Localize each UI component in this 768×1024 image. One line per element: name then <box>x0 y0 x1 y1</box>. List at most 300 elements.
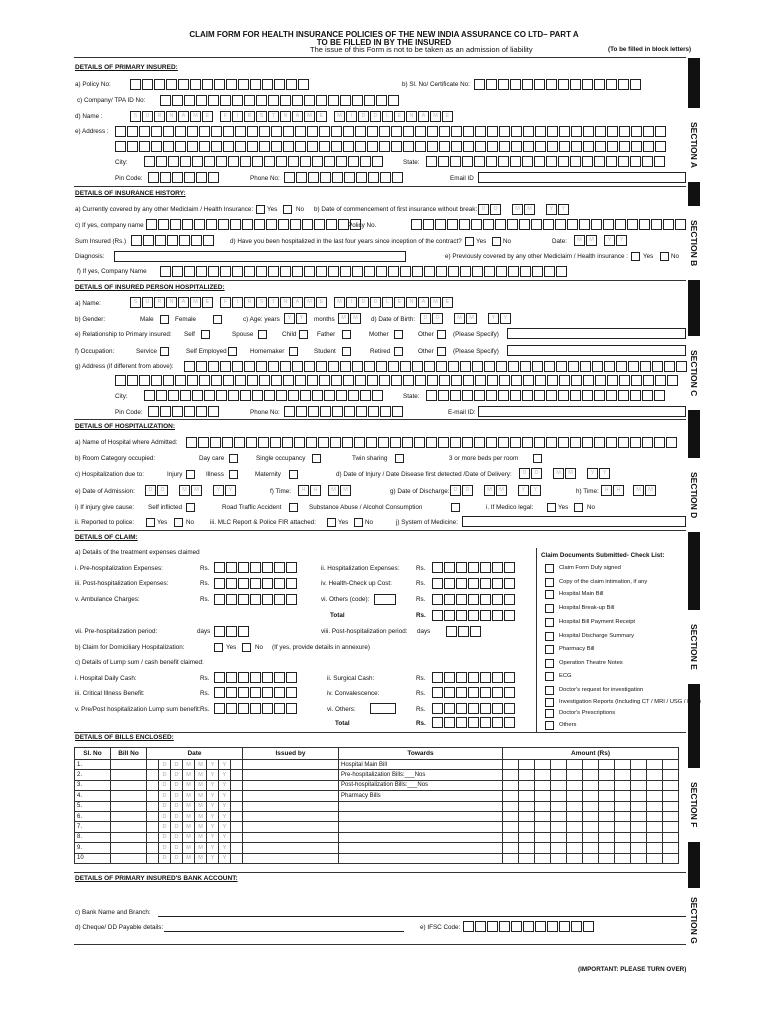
amount-cell[interactable] <box>599 801 615 811</box>
bill-no-cell[interactable] <box>111 832 147 842</box>
char-box[interactable]: M <box>334 297 345 308</box>
char-box[interactable]: N <box>406 111 417 122</box>
char-box[interactable] <box>192 390 203 401</box>
char-box[interactable] <box>486 390 497 401</box>
homemaker-checkbox[interactable] <box>289 347 298 356</box>
self-inflicted-checkbox[interactable] <box>186 503 195 512</box>
amount-cell[interactable] <box>551 791 567 801</box>
char-box[interactable] <box>355 375 366 386</box>
char-box[interactable] <box>308 172 319 183</box>
char-box[interactable] <box>444 594 455 605</box>
amount-cell[interactable] <box>567 780 583 790</box>
char-box[interactable] <box>456 594 467 605</box>
char-box[interactable] <box>184 266 195 277</box>
char-box[interactable] <box>331 375 342 386</box>
char-box[interactable] <box>190 79 201 90</box>
char-box[interactable] <box>510 79 521 90</box>
char-box[interactable] <box>606 79 617 90</box>
char-box[interactable] <box>336 156 347 167</box>
char-box[interactable] <box>522 79 533 90</box>
amount-cell[interactable] <box>535 760 551 770</box>
char-box[interactable]: L <box>382 111 393 122</box>
char-box[interactable] <box>318 437 329 448</box>
char-box[interactable] <box>214 703 225 714</box>
char-box[interactable] <box>484 266 495 277</box>
date-cell[interactable]: M <box>183 791 195 801</box>
issued-by-cell[interactable] <box>243 760 339 770</box>
char-box[interactable] <box>492 717 503 728</box>
amount-cell[interactable] <box>583 843 599 853</box>
char-box[interactable] <box>276 156 287 167</box>
char-box[interactable] <box>604 361 615 372</box>
char-box[interactable] <box>555 219 566 230</box>
char-box[interactable]: Y <box>518 485 529 496</box>
char-box[interactable] <box>258 437 269 448</box>
checklist-checkbox[interactable] <box>545 698 554 707</box>
amount-cell[interactable] <box>567 832 583 842</box>
char-box[interactable] <box>262 578 273 589</box>
certificate-no-field[interactable] <box>474 79 642 90</box>
hosp-email-field[interactable] <box>478 406 686 417</box>
char-box[interactable] <box>366 437 377 448</box>
police-no-checkbox[interactable] <box>174 518 183 527</box>
char-box[interactable] <box>582 390 593 401</box>
amount-cell[interactable] <box>503 853 519 863</box>
char-box[interactable] <box>468 594 479 605</box>
char-box[interactable] <box>392 406 403 417</box>
amount-cell[interactable] <box>551 770 567 780</box>
char-box[interactable] <box>283 141 294 152</box>
char-box[interactable] <box>288 390 299 401</box>
char-box[interactable] <box>495 219 506 230</box>
date-cell[interactable]: Y <box>219 760 231 770</box>
char-box[interactable] <box>458 626 469 637</box>
amount-cell[interactable] <box>599 760 615 770</box>
illness-checkbox[interactable] <box>229 470 238 479</box>
mother-checkbox[interactable] <box>394 330 403 339</box>
amount-cell[interactable] <box>535 843 551 853</box>
date-cell[interactable]: Y <box>207 780 219 790</box>
date-cell[interactable]: Y <box>207 791 219 801</box>
char-box[interactable] <box>296 172 307 183</box>
prev-company-field[interactable] <box>160 266 568 277</box>
char-box[interactable] <box>480 672 491 683</box>
char-box[interactable] <box>235 141 246 152</box>
char-box[interactable] <box>226 687 237 698</box>
char-box[interactable] <box>628 361 639 372</box>
amount-cell[interactable] <box>567 770 583 780</box>
char-box[interactable]: E <box>394 111 405 122</box>
age-months-field[interactable]: M M <box>338 313 362 324</box>
char-box[interactable] <box>186 437 197 448</box>
char-box[interactable] <box>246 437 257 448</box>
char-box[interactable] <box>244 361 255 372</box>
history-date-field[interactable]: M M Y Y <box>574 235 628 246</box>
char-box[interactable] <box>175 375 186 386</box>
char-box[interactable] <box>286 703 297 714</box>
date-cell[interactable]: D <box>171 832 183 842</box>
checklist-checkbox[interactable] <box>545 686 554 695</box>
char-box[interactable] <box>223 141 234 152</box>
char-box[interactable] <box>446 626 457 637</box>
char-box[interactable] <box>523 126 534 137</box>
char-box[interactable] <box>343 141 354 152</box>
medico-legal-no-checkbox[interactable] <box>574 503 583 512</box>
char-box[interactable] <box>259 141 270 152</box>
char-box[interactable] <box>223 126 234 137</box>
char-box[interactable] <box>240 156 251 167</box>
char-box[interactable] <box>450 390 461 401</box>
relationship-specify-field[interactable] <box>507 328 686 339</box>
amount-cell[interactable] <box>663 811 679 821</box>
char-box[interactable] <box>664 361 675 372</box>
char-box[interactable] <box>340 95 351 106</box>
char-box[interactable] <box>618 437 629 448</box>
post-period-field[interactable] <box>446 626 482 637</box>
char-box[interactable]: F <box>220 297 231 308</box>
char-box[interactable] <box>432 594 443 605</box>
issued-by-cell[interactable] <box>243 853 339 863</box>
char-box[interactable]: M <box>191 485 202 496</box>
char-box[interactable] <box>380 406 391 417</box>
char-box[interactable] <box>450 156 461 167</box>
bill-no-cell[interactable] <box>111 801 147 811</box>
char-box[interactable] <box>546 390 557 401</box>
char-box[interactable] <box>367 375 378 386</box>
char-box[interactable] <box>471 219 482 230</box>
pre-period-field[interactable] <box>214 626 250 637</box>
char-box[interactable] <box>558 156 569 167</box>
amount-cell[interactable] <box>551 811 567 821</box>
char-box[interactable] <box>400 361 411 372</box>
domiciliary-yes-checkbox[interactable] <box>214 643 223 652</box>
char-box[interactable] <box>264 156 275 167</box>
char-box[interactable] <box>510 437 521 448</box>
amount-cell[interactable] <box>551 843 567 853</box>
date-cell[interactable]: Y <box>207 811 219 821</box>
date-cell[interactable] <box>147 843 159 853</box>
char-box[interactable] <box>487 375 498 386</box>
char-box[interactable] <box>546 156 557 167</box>
hospital-name-field[interactable] <box>186 437 678 448</box>
checklist-checkbox[interactable] <box>545 645 554 654</box>
char-box[interactable] <box>451 375 462 386</box>
amount-cell[interactable] <box>647 843 663 853</box>
others-desc-field[interactable] <box>370 703 396 714</box>
char-box[interactable] <box>336 390 347 401</box>
char-box[interactable] <box>643 126 654 137</box>
char-box[interactable] <box>568 361 579 372</box>
char-box[interactable] <box>274 687 285 698</box>
char-box[interactable] <box>160 95 171 106</box>
char-box[interactable] <box>535 126 546 137</box>
char-box[interactable] <box>208 361 219 372</box>
amount-cell[interactable] <box>503 801 519 811</box>
date-cell[interactable]: D <box>159 791 171 801</box>
retired-checkbox[interactable] <box>394 347 403 356</box>
char-box[interactable] <box>654 156 665 167</box>
date-cell[interactable]: M <box>195 811 207 821</box>
char-box[interactable] <box>436 361 447 372</box>
char-box[interactable] <box>314 219 325 230</box>
char-box[interactable] <box>639 219 650 230</box>
date-cell[interactable]: D <box>171 770 183 780</box>
hosp-address-line-2[interactable] <box>115 375 679 386</box>
char-box[interactable] <box>546 437 557 448</box>
char-box[interactable] <box>196 406 207 417</box>
char-box[interactable] <box>388 266 399 277</box>
char-box[interactable] <box>424 361 435 372</box>
char-box[interactable]: M <box>466 313 477 324</box>
char-box[interactable]: A <box>292 297 303 308</box>
amount-cell[interactable] <box>647 791 663 801</box>
char-box[interactable] <box>211 141 222 152</box>
char-box[interactable] <box>372 156 383 167</box>
char-box[interactable] <box>211 126 222 137</box>
amount-cell[interactable] <box>535 822 551 832</box>
date-cell[interactable]: Y <box>207 801 219 811</box>
char-box[interactable] <box>148 406 159 417</box>
char-box[interactable] <box>139 375 150 386</box>
char-box[interactable] <box>474 390 485 401</box>
char-box[interactable] <box>450 437 461 448</box>
char-box[interactable]: Y <box>213 485 224 496</box>
char-box[interactable] <box>328 266 339 277</box>
char-box[interactable] <box>496 266 507 277</box>
char-box[interactable]: D <box>462 485 473 496</box>
date-cell[interactable] <box>231 843 243 853</box>
char-box[interactable] <box>388 361 399 372</box>
date-cell[interactable] <box>231 780 243 790</box>
surgical-cash-field[interactable] <box>432 672 516 683</box>
char-box[interactable] <box>364 95 375 106</box>
company-name-field[interactable] <box>146 219 362 230</box>
amount-cell[interactable] <box>503 760 519 770</box>
amount-cell[interactable] <box>583 791 599 801</box>
char-box[interactable]: D <box>157 485 168 496</box>
char-box[interactable] <box>571 126 582 137</box>
char-box[interactable] <box>238 594 249 605</box>
char-box[interactable] <box>412 361 423 372</box>
char-box[interactable] <box>234 437 245 448</box>
date-cell[interactable]: M <box>183 853 195 863</box>
char-box[interactable] <box>484 361 495 372</box>
char-box[interactable]: M <box>334 111 345 122</box>
amount-cell[interactable] <box>647 760 663 770</box>
char-box[interactable] <box>508 266 519 277</box>
char-box[interactable] <box>196 361 207 372</box>
amount-cell[interactable] <box>615 843 631 853</box>
char-box[interactable] <box>468 687 479 698</box>
checklist-checkbox[interactable] <box>545 564 554 573</box>
char-box[interactable] <box>522 390 533 401</box>
date-cell[interactable] <box>147 780 159 790</box>
char-box[interactable] <box>627 219 638 230</box>
date-cell[interactable]: Y <box>207 853 219 863</box>
char-box[interactable] <box>582 156 593 167</box>
char-box[interactable] <box>262 672 273 683</box>
char-box[interactable] <box>438 390 449 401</box>
char-box[interactable] <box>250 672 261 683</box>
char-box[interactable] <box>283 126 294 137</box>
char-box[interactable] <box>226 703 237 714</box>
char-box[interactable] <box>535 375 546 386</box>
char-box[interactable]: Y <box>500 313 511 324</box>
char-box[interactable] <box>456 610 467 621</box>
char-box[interactable] <box>228 156 239 167</box>
char-box[interactable]: I <box>346 111 357 122</box>
char-box[interactable] <box>202 79 213 90</box>
char-box[interactable] <box>468 672 479 683</box>
prepost-lump-field[interactable] <box>214 703 298 714</box>
char-box[interactable] <box>403 126 414 137</box>
char-box[interactable] <box>496 361 507 372</box>
char-box[interactable] <box>487 126 498 137</box>
char-box[interactable] <box>198 437 209 448</box>
char-box[interactable] <box>206 219 217 230</box>
char-box[interactable] <box>324 390 335 401</box>
char-box[interactable] <box>238 79 249 90</box>
char-box[interactable] <box>344 172 355 183</box>
char-box[interactable] <box>274 703 285 714</box>
char-box[interactable] <box>675 219 686 230</box>
char-box[interactable]: D <box>420 313 431 324</box>
char-box[interactable] <box>208 406 219 417</box>
char-box[interactable] <box>274 578 285 589</box>
char-box[interactable] <box>498 390 509 401</box>
char-box[interactable] <box>214 562 225 573</box>
char-box[interactable]: U <box>142 111 153 122</box>
char-box[interactable] <box>556 361 567 372</box>
hosp-address-line-1[interactable] <box>184 361 688 372</box>
date-cell[interactable]: M <box>195 791 207 801</box>
char-box[interactable] <box>630 156 641 167</box>
char-box[interactable] <box>499 141 510 152</box>
char-box[interactable] <box>352 266 363 277</box>
substance-checkbox[interactable] <box>451 503 460 512</box>
mlc-yes-checkbox[interactable] <box>327 518 336 527</box>
char-box[interactable] <box>379 126 390 137</box>
char-box[interactable] <box>523 141 534 152</box>
date-cell[interactable]: D <box>159 801 171 811</box>
char-box[interactable] <box>652 361 663 372</box>
char-box[interactable] <box>543 219 554 230</box>
char-box[interactable] <box>499 921 510 932</box>
char-box[interactable] <box>475 921 486 932</box>
char-box[interactable] <box>344 406 355 417</box>
current-cover-no-checkbox[interactable] <box>283 205 292 214</box>
hosp-pin-field[interactable] <box>148 406 220 417</box>
amount-cell[interactable] <box>599 780 615 790</box>
char-box[interactable] <box>511 921 522 932</box>
char-box[interactable] <box>432 610 443 621</box>
char-box[interactable] <box>367 141 378 152</box>
date-cell[interactable]: M <box>195 760 207 770</box>
char-box[interactable] <box>447 219 458 230</box>
char-box[interactable] <box>444 610 455 621</box>
char-box[interactable] <box>292 361 303 372</box>
amount-cell[interactable] <box>519 843 535 853</box>
date-cell[interactable]: D <box>171 801 183 811</box>
char-box[interactable] <box>504 672 515 683</box>
char-box[interactable] <box>522 156 533 167</box>
amount-cell[interactable] <box>631 801 647 811</box>
char-box[interactable] <box>414 437 425 448</box>
char-box[interactable] <box>274 79 285 90</box>
spouse-checkbox[interactable] <box>258 330 267 339</box>
issued-by-cell[interactable] <box>243 822 339 832</box>
date-cell[interactable]: Y <box>207 822 219 832</box>
char-box[interactable] <box>456 703 467 714</box>
char-box[interactable] <box>228 390 239 401</box>
checklist-checkbox[interactable] <box>545 590 554 599</box>
char-box[interactable] <box>354 437 365 448</box>
char-box[interactable] <box>379 375 390 386</box>
char-box[interactable] <box>432 703 443 714</box>
char-box[interactable] <box>463 126 474 137</box>
char-box[interactable]: N <box>166 297 177 308</box>
amount-cell[interactable] <box>663 832 679 842</box>
char-box[interactable] <box>268 361 279 372</box>
policy-no-field[interactable] <box>130 79 310 90</box>
char-box[interactable] <box>284 172 295 183</box>
char-box[interactable] <box>643 375 654 386</box>
char-box[interactable] <box>504 610 515 621</box>
date-cell[interactable]: D <box>171 853 183 863</box>
checklist-checkbox[interactable] <box>545 578 554 587</box>
domiciliary-no-checkbox[interactable] <box>242 643 251 652</box>
char-box[interactable]: T <box>268 297 279 308</box>
char-box[interactable]: E <box>202 111 213 122</box>
char-box[interactable] <box>607 375 618 386</box>
char-box[interactable] <box>274 594 285 605</box>
char-box[interactable] <box>139 141 150 152</box>
char-box[interactable] <box>439 375 450 386</box>
char-box[interactable] <box>220 266 231 277</box>
char-box[interactable] <box>607 126 618 137</box>
char-box[interactable] <box>199 375 210 386</box>
char-box[interactable] <box>268 266 279 277</box>
char-box[interactable] <box>444 562 455 573</box>
char-box[interactable] <box>631 141 642 152</box>
char-box[interactable] <box>379 141 390 152</box>
char-box[interactable] <box>651 219 662 230</box>
char-box[interactable]: R <box>244 297 255 308</box>
amount-cell[interactable] <box>599 822 615 832</box>
char-box[interactable] <box>226 562 237 573</box>
date-cell[interactable]: M <box>183 801 195 811</box>
amount-cell[interactable] <box>551 780 567 790</box>
char-box[interactable] <box>304 95 315 106</box>
char-box[interactable] <box>304 266 315 277</box>
amount-cell[interactable] <box>567 791 583 801</box>
char-box[interactable] <box>498 79 509 90</box>
char-box[interactable]: E <box>394 297 405 308</box>
char-box[interactable] <box>286 687 297 698</box>
char-box[interactable] <box>115 126 126 137</box>
total-field[interactable] <box>432 610 516 621</box>
date-cell[interactable]: M <box>183 832 195 842</box>
char-box[interactable] <box>492 610 503 621</box>
char-box[interactable] <box>216 156 227 167</box>
char-box[interactable] <box>230 219 241 230</box>
char-box[interactable] <box>259 126 270 137</box>
char-box[interactable] <box>302 219 313 230</box>
checklist-checkbox[interactable] <box>545 709 554 718</box>
char-box[interactable] <box>340 266 351 277</box>
char-box[interactable] <box>510 390 521 401</box>
char-box[interactable] <box>332 172 343 183</box>
